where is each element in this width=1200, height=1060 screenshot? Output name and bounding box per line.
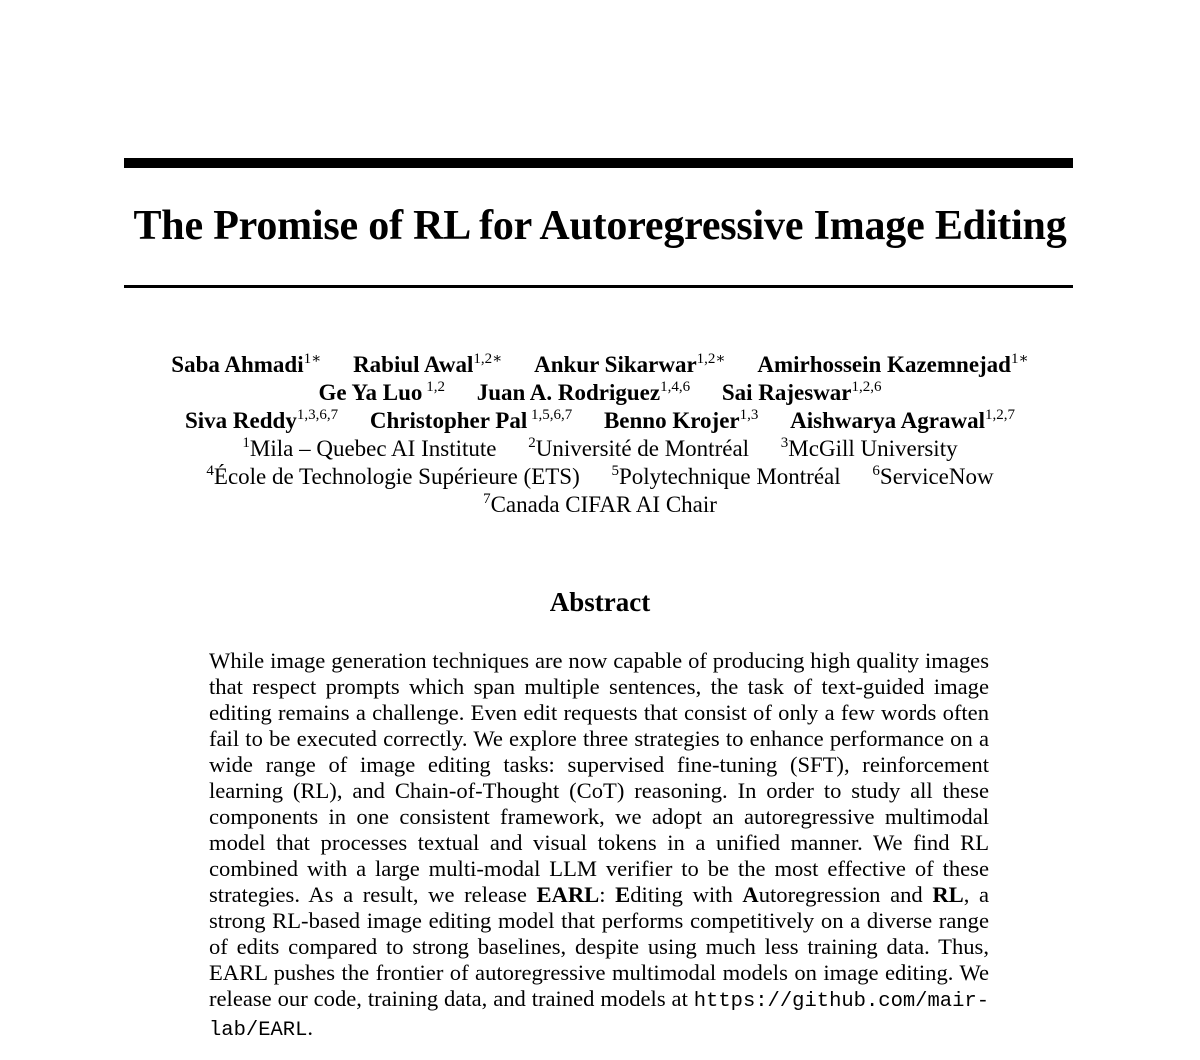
affiliation: $^2$Université de Montréal	[528, 435, 750, 461]
author-line-1	[0, 351, 1200, 379]
author: Aishwarya Agrawal$^{1,2,7}$	[790, 407, 1015, 433]
title-bottom-rule	[124, 285, 1073, 288]
earl-name: EARL	[536, 882, 600, 907]
affiliation-line-2	[0, 463, 1200, 491]
author-line-2	[0, 379, 1200, 407]
author: Saba Ahmadi$^{1∗}$	[171, 351, 322, 377]
author: Juan A. Rodriguez$^{1,4,6}$	[476, 379, 691, 405]
affiliation: $^7$Canada CIFAR AI Chair	[483, 491, 717, 517]
author: Rabiul Awal$^{1,2∗}$	[353, 351, 503, 377]
paper-title: The Promise of RL for Autoregressive Image Editing	[133, 203, 1067, 249]
author: Amirhossein Kazemnejad$^{1∗}$	[757, 351, 1029, 377]
author: Ankur Sikarwar$^{1,2∗}$	[534, 351, 726, 377]
title-top-rule	[124, 158, 1073, 168]
author: Christopher Pal $^{1,5,6,7}$	[369, 407, 573, 433]
github-link[interactable]: https://github.com/mair-lab/EARL	[209, 990, 989, 1042]
author: Ge Ya Luo $^{1,2}$	[318, 379, 445, 405]
author: Benno Krojer$^{1,3}$	[603, 407, 759, 433]
affiliation: $^4$École de Technologie Supérieure (ETS)	[206, 463, 580, 489]
affiliation: $^3$McGill University	[780, 435, 958, 461]
affiliation: $^6$ServiceNow	[872, 463, 994, 489]
author-block	[0, 351, 1200, 519]
abstract-heading: Abstract	[549, 587, 651, 617]
author-line-3	[0, 407, 1200, 435]
abstract-body: While image generation techniques are now capable of producing high quality images that respect prompts which span multiple sentences, the task of text-guided image editing remains a challenge. Even edit requests that consist of only a few words often fail to be executed correctly. We explore three strategies to enhance performance on a wide range of image editing tasks: supervised fine-tuning (SFT), reinforcement learning (RL), and Chain-of-Thought (CoT) reasoning. In order to study all these components in one consistent framework, we adopt an autoregressive multimodal model that processes textual and visual tokens in a unified manner. We find RL combined with a large multi-modal LLM verifier to be the most effective of these strategies. As a result, we release EARL: Editing with Autoregression and RL, a strong RL-based image editing model that performs competitively on a diverse range of edits compared to strong baselines, despite using much less training data. Thus, EARL pushes the frontier of autoregressive multimodal models on image editing. We release our code, training data, and trained models at https://github.com/mair-lab/EARL.	[209, 648, 989, 1042]
affiliation-line-1	[0, 435, 1200, 463]
affiliation: $^1$Mila – Quebec AI Institute	[242, 435, 497, 461]
affiliation: $^5$Polytechnique Montréal	[611, 463, 841, 489]
author: Sai Rajeswar$^{1,2,6}$	[721, 379, 882, 405]
author: Siva Reddy$^{1,3,6,7}$	[184, 407, 339, 433]
affiliation-line-3	[0, 491, 1200, 519]
